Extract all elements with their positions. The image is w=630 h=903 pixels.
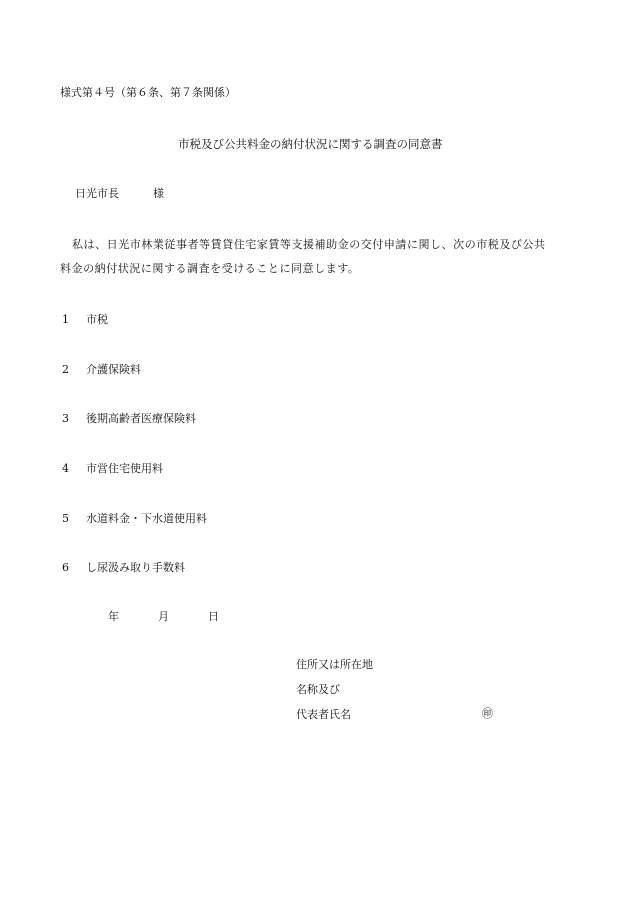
date-line: [108, 608, 219, 624]
date-month-label: 月: [158, 610, 169, 623]
representative-label: 代表者氏名: [296, 708, 351, 721]
item-label: 市税: [86, 313, 108, 326]
form-number: 様式第４号（第６条、第７条関係）: [60, 86, 236, 99]
item-label: 市営住宅使用料: [86, 462, 163, 475]
representative-row: [296, 707, 493, 733]
item-label: 介護保険料: [86, 363, 141, 376]
item-number: 1: [62, 313, 69, 326]
addressee-name: 日光市長: [75, 187, 119, 200]
document-title: 市税及び公共料金の納付状況に関する調査の同意書: [178, 137, 443, 151]
item-number: 6: [62, 561, 69, 574]
list-item: [62, 559, 185, 575]
item-label: し尿汲み取り手数料: [86, 561, 185, 574]
list-item: [62, 460, 163, 476]
list-item: [62, 361, 141, 377]
addressee-honorific: 様: [153, 187, 164, 200]
name-row: [296, 683, 373, 708]
address-label: 住所又は所在地: [296, 658, 373, 671]
item-number: 3: [62, 412, 69, 425]
consent-statement: 私は、日光市林業従事者等賃貸住宅家賃等支援補助金の交付申請に関し、次の市税及び公共料金の納付状況に関する調査を受けることに同意します。: [60, 238, 546, 275]
list-item: [62, 311, 108, 327]
date-year-label: 年: [108, 610, 119, 623]
list-item: [62, 510, 207, 526]
item-label: 後期高齢者医療保険料: [86, 412, 196, 425]
item-label: 水道料金・下水道使用料: [86, 512, 207, 525]
item-number: 2: [62, 363, 69, 376]
list-item: [62, 410, 196, 426]
date-day-label: 日: [208, 610, 219, 623]
address-row: [296, 658, 373, 683]
name-label: 名称及び: [296, 683, 340, 696]
applicant-block: [296, 658, 493, 733]
addressee: [75, 185, 164, 201]
seal-icon: ㊞: [482, 707, 493, 720]
item-number: 4: [62, 462, 69, 475]
item-number: 5: [62, 512, 69, 525]
